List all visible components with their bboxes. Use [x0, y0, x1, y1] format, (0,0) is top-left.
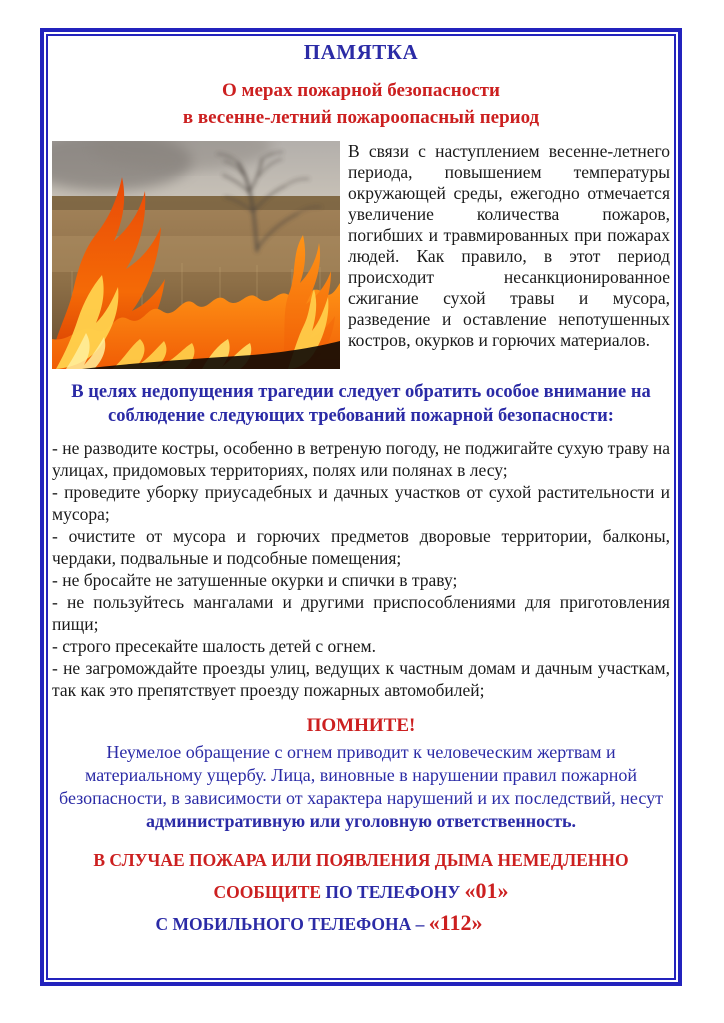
emergency-number-01: «01»: [464, 878, 509, 903]
requirements-heading: В целях недопущения трагедии следует обратить особое внимание на соблюдение следующих требований пожарной безопасности:: [71, 382, 651, 426]
remember-text-bold: административную или уголовную ответственность.: [146, 811, 576, 831]
grass-fire-photo: [52, 141, 340, 369]
subtitle-line-1: О мерах пожарной безопасности: [222, 80, 500, 101]
emergency-line-1: В СЛУЧАЕ ПОЖАРА ИЛИ ПОЯВЛЕНИЯ ДЫМА НЕМЕДЛЕННО: [93, 850, 629, 870]
emergency-call-word: СООБЩИТЕ: [213, 882, 322, 902]
requirement-item: - строго пресекайте шалость детей с огнем.: [52, 636, 376, 656]
border-frame: [40, 28, 682, 986]
subtitle-line-2: в весенне-летний пожароопасный период: [182, 107, 540, 128]
emergency-section: [52, 849, 670, 937]
intro-section: [52, 141, 670, 369]
emergency-line-3: [52, 910, 586, 937]
page-title: ПАМЯТКА: [303, 40, 419, 64]
remember-heading: ПОМНИТЕ!: [306, 715, 416, 736]
requirement-item: - не разводите костры, особенно в ветреную погоду, не поджигайте сухую траву на улицах, придомовых территориях, полях или полянах в лесу;: [52, 438, 670, 480]
remember-text-normal: Неумелое обращение с огнем приводит к человеческим жертвам и материальному ущербу. Лица, виновные в нарушении правил пожарной безопасности, в зависимости от характера нарушений и их последствий, несут: [59, 742, 663, 808]
intro-paragraph: В связи с наступлением весенне-летнего периода, повышением температуры окружающей среды, ежегодно отмечается увеличение количества пожаров, погибших и травмированных при пожарах людей. Как правило, в этот период происходит несанкционированное сжигание сухой травы и мусора, разведение и оставление непотушенных костров, окурков и горючих материалов.: [348, 141, 670, 350]
remember-paragraph: [52, 741, 670, 833]
emergency-number-112: «112»: [428, 910, 483, 935]
page-subtitle: [52, 77, 670, 131]
requirement-item: - очистите от мусора и горючих предметов дворовые территории, балконы, чердаки, подвальные и подсобные помещения;: [52, 526, 670, 568]
emergency-mobile-label: С МОБИЛЬНОГО ТЕЛЕФОНА –: [155, 914, 425, 934]
requirements-list: [52, 437, 670, 701]
requirement-item: - не пользуйтесь мангалами и другими приспособлениями для приготовления пищи;: [52, 592, 670, 634]
requirement-item: - проведите уборку приусадебных и дачных участков от сухой растительности и мусора;: [52, 482, 670, 524]
emergency-line-2: [52, 878, 670, 905]
requirement-item: - не загромождайте проезды улиц, ведущих к частным домам и дачным участкам, так как это препятствует проезду пожарных автомобилей;: [52, 658, 670, 700]
requirement-item: - не бросайте не затушенные окурки и спички в траву;: [52, 570, 458, 590]
memo-content: [52, 40, 670, 974]
emergency-by-phone: ПО ТЕЛЕФОНУ: [325, 882, 461, 902]
